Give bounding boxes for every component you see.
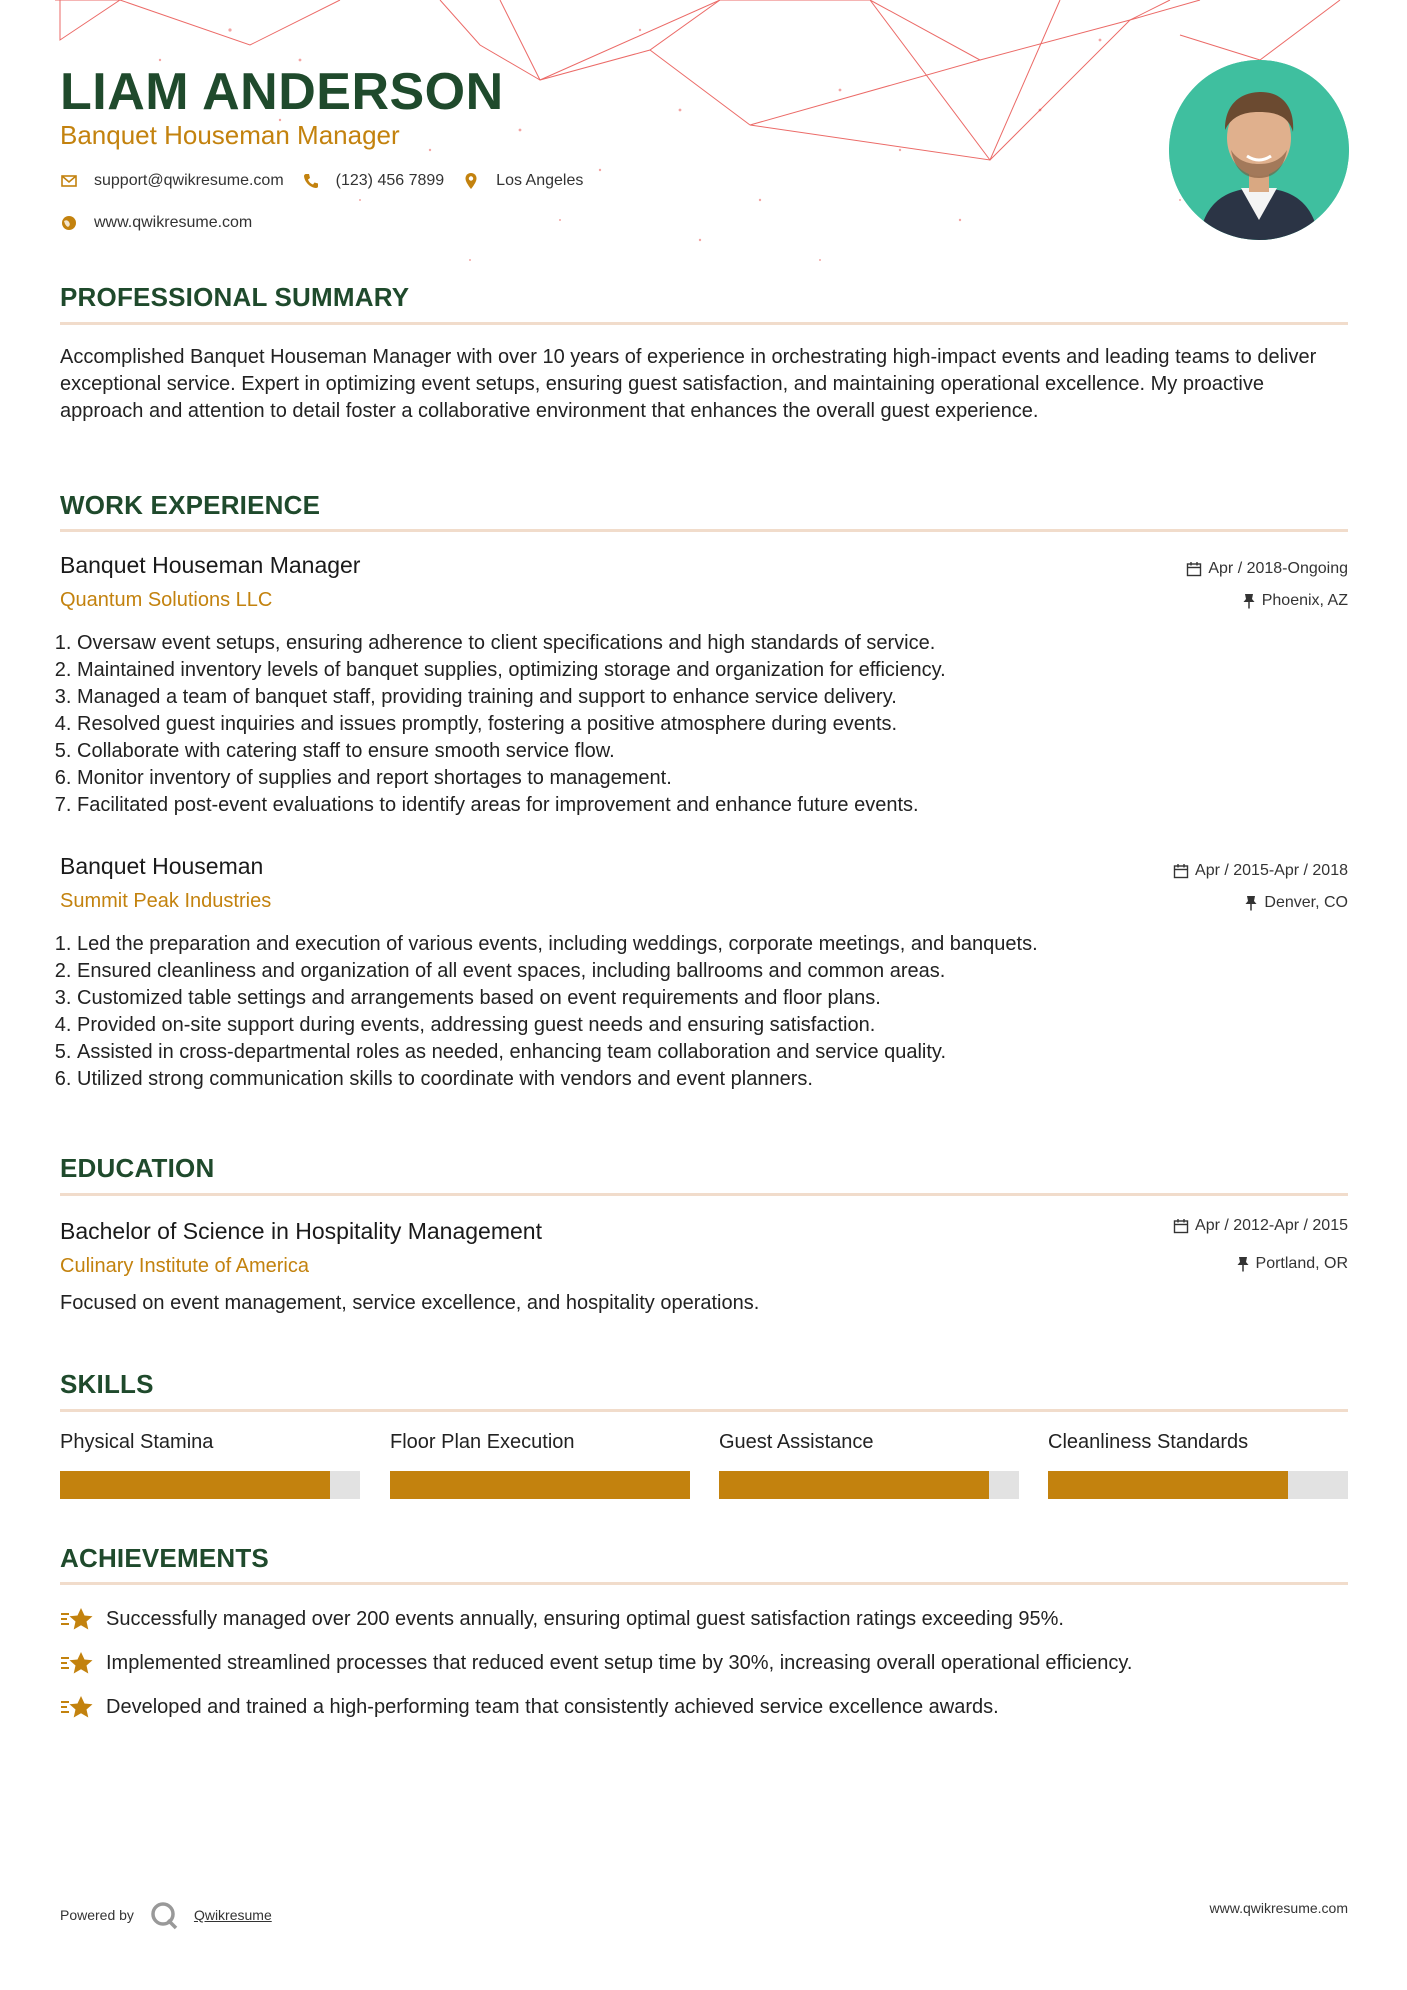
experience-divider [60,529,1348,532]
skill-item [390,1431,690,1461]
skill-name: Floor Plan Execution [390,1431,575,1453]
job-company: Quantum Solutions LLC [60,589,273,611]
job-dates-text: Apr / 2015-Apr / 2018 [1195,862,1348,879]
job-location [1244,894,1348,912]
job-responsibilities [60,630,1347,819]
list-item: 2. Ensured cleanliness and organization of all event spaces, including ballrooms and common areas. [77,958,1347,985]
skill-name: Physical Stamina [60,1431,214,1453]
footer-url-text[interactable]: www.qwikresume.com [1209,1900,1348,1916]
summary-divider [60,322,1348,325]
education-dates [1173,1217,1348,1235]
phone-icon [302,172,320,190]
job-location-text: Denver, CO [1264,894,1348,911]
profile-photo [1169,60,1349,240]
skill-bar-track [390,1471,690,1499]
education-dates-text: Apr / 2012-Apr / 2015 [1195,1217,1348,1234]
list-item: 1. Oversaw event setups, ensuring adherence to client specifications and high standards of service. [77,630,1347,657]
skill-bar-track [719,1471,1019,1499]
job-location [1242,592,1348,610]
skill-item [719,1431,1019,1461]
achievement-item [60,1650,1132,1676]
calendar-icon [1173,1218,1189,1234]
list-item: 2. Maintained inventory levels of banquet supplies, optimizing storage and organization for efficiency. [77,657,1347,684]
achievement-text: Successfully managed over 200 events annually, ensuring optimal guest satisfaction ratings exceeding 95%. [106,1607,1064,1630]
contact-website[interactable] [60,214,252,232]
job-company: Summit Peak Industries [60,890,272,912]
list-item: 5. Assisted in cross-departmental roles as needed, enhancing team collaboration and service quality. [77,1039,1347,1066]
job-title: Banquet Houseman [60,853,264,879]
achievements-heading: ACHIEVEMENTS [60,1543,269,1573]
brand-link[interactable]: Qwikresume [193,1907,272,1923]
contact-phone[interactable] [302,172,445,190]
website-text: www.qwikresume.com [94,214,253,231]
job-dates [1186,560,1348,578]
location-text: Los Angeles [496,172,584,189]
contact-location [462,172,583,190]
contact-row-1 [60,172,601,190]
list-item: 6. Monitor inventory of supplies and report shortages to management. [77,765,1347,792]
calendar-icon [1173,863,1189,879]
pushpin-icon [1244,895,1258,911]
education-heading: EDUCATION [60,1153,215,1183]
education-divider [60,1193,1348,1196]
education-location [1236,1255,1348,1273]
contact-row-2 [60,214,270,232]
list-item: 4. Resolved guest inquiries and issues promptly, fostering a positive atmosphere during events. [77,711,1347,738]
skill-item [1048,1431,1348,1461]
skill-bar-fill [719,1471,989,1499]
skill-bar-fill [390,1471,690,1499]
envelope-icon [60,172,78,190]
job-dates-text: Apr / 2018-Ongoing [1208,560,1348,577]
job-title: Banquet Houseman Manager [60,552,361,578]
star-award-icon [60,1650,94,1676]
phone-text: (123) 456 7899 [335,172,445,189]
skill-bar-fill [1048,1471,1288,1499]
qwikresume-logo-icon [148,1900,180,1930]
job-responsibilities [60,931,1347,1093]
map-pin-icon [462,172,480,190]
school-name: Culinary Institute of America [60,1255,309,1277]
list-item: 1. Led the preparation and execution of various events, including weddings, corporate meetings, and banquets. [77,931,1347,958]
skill-bar-track [60,1471,360,1499]
candidate-title: Banquet Houseman Manager [60,120,400,150]
star-award-icon [60,1606,94,1632]
education-location-text: Portland, OR [1255,1255,1348,1272]
degree-title: Bachelor of Science in Hospitality Management [60,1218,542,1244]
skill-name: Guest Assistance [719,1431,874,1453]
list-item: 3. Customized table settings and arrangements based on event requirements and floor plans. [77,985,1347,1012]
experience-heading: WORK EXPERIENCE [60,490,321,520]
candidate-name: LIAM ANDERSON [60,63,504,121]
globe-icon [60,214,78,232]
list-item: 3. Managed a team of banquet staff, providing training and support to enhance service delivery. [77,684,1347,711]
calendar-icon [1186,561,1202,577]
summary-text: Accomplished Banquet Houseman Manager with over 10 years of experience in orchestrating high-impact events and leading teams to deliver exceptional service. Expert in optimizing event setups, ensuring guest satisfaction, and maintaining operational excellence. My proactive approach and attention to detail foster a collaborative environment that enhances the overall guest experience. [60,346,1317,422]
star-award-icon [60,1694,94,1720]
contact-email[interactable] [60,172,284,190]
footer-url[interactable] [1210,1900,1348,1916]
skill-bar-track [1048,1471,1348,1499]
pushpin-icon [1242,593,1256,609]
achievement-text: Implemented streamlined processes that reduced event setup time by 30%, increasing overall operational efficiency. [106,1651,1133,1674]
job-dates [1173,862,1348,880]
pushpin-icon [1236,1256,1250,1272]
list-item: 4. Provided on-site support during events, addressing guest needs and ensuring satisfaction. [77,1012,1347,1039]
achievements-divider [60,1582,1348,1585]
list-item: 6. Utilized strong communication skills to coordinate with vendors and event planners. [77,1066,1347,1093]
list-item: 5. Collaborate with catering staff to ensure smooth service flow. [77,738,1347,765]
footer-powered-by [60,1900,272,1930]
job-location-text: Phoenix, AZ [1261,592,1348,609]
education-description: Focused on event management, service excellence, and hospitality operations. [60,1292,760,1314]
achievement-item [60,1694,999,1720]
achievement-item [60,1606,1064,1632]
powered-by-text: Powered by [60,1907,134,1923]
skill-bar-fill [60,1471,330,1499]
person-avatar-icon [1169,60,1349,240]
achievement-text: Developed and trained a high-performing team that consistently achieved service excellence awards. [106,1695,999,1718]
email-text: support@qwikresume.com [94,172,284,189]
skills-heading: SKILLS [60,1369,154,1399]
skill-name: Cleanliness Standards [1048,1431,1249,1453]
summary-heading: PROFESSIONAL SUMMARY [60,282,410,312]
list-item: 7. Facilitated post-event evaluations to identify areas for improvement and enhance future events. [77,792,1347,819]
skills-divider [60,1409,1348,1412]
skill-item [60,1431,360,1461]
